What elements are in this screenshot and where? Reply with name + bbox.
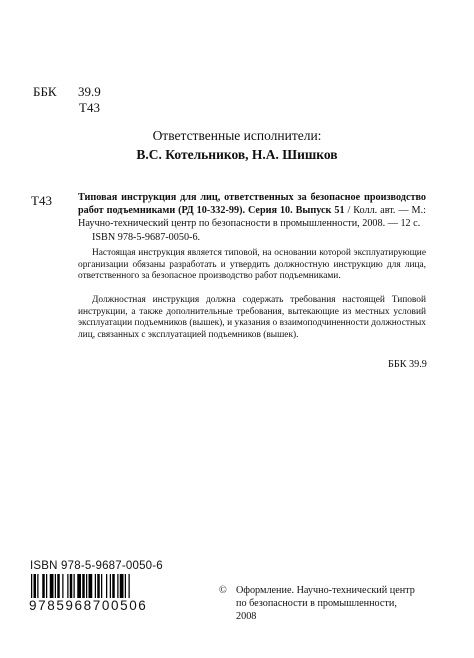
barcode-digits: 9785968700506 [29, 598, 148, 613]
isbn-barcode-label: ISBN 978-5-9687-0050-6 [30, 560, 163, 572]
responsible-names: В.С. Котельников, Н.А. Шишков [136, 147, 338, 162]
bbk-label: ББК [33, 84, 57, 99]
copyright-line-2: по безопасности в промышленности, [236, 598, 397, 609]
record-imprint: / Колл. авт. — М.: Научно-технический центр по безопасности в промышленности, 2008. — 12 с. [78, 205, 426, 230]
bbk-bottom: ББК 39.9 [388, 359, 427, 370]
copyright-line-1: Оформление. Научно-технический центр [236, 585, 415, 596]
author-mark: Т43 [79, 100, 100, 115]
responsible-heading: Ответственные исполнители: [152, 128, 322, 143]
copyright-symbol: © [219, 585, 227, 596]
record-isbn: ISBN 978-5-9687-0050-6. [92, 232, 201, 243]
copyright-block [219, 584, 449, 623]
bbk-code: 39.9 [78, 84, 101, 99]
record-mark: Т43 [31, 193, 52, 208]
record-title: Типовая инструкция для лиц, ответственных за безопасное производство работ подъемниками (РД 10-332-99). Серия 10. Выпуск 51 [78, 192, 426, 217]
copyright-line-3: 2008 [236, 611, 257, 622]
annotation-paragraph-1: Настоящая инструкция является типовой, на основании которой эксплуатирующие организации обязаны разработать и утвердить должностную инструкцию для лица, ответственного за безопасное производство работ подъемниками. [78, 248, 426, 282]
bibliographic-record [78, 191, 426, 231]
annotation-paragraph-2: Должностная инструкция должна содержать требования настоящей Типовой инструкции, а также дополнительные требования, вытекающие из местных условий эксплуатации подъемников (вышек), и указания о взаимоподчиненности должностных лиц, связанных с эксплуатацией подъемников (вышек). [78, 295, 426, 340]
